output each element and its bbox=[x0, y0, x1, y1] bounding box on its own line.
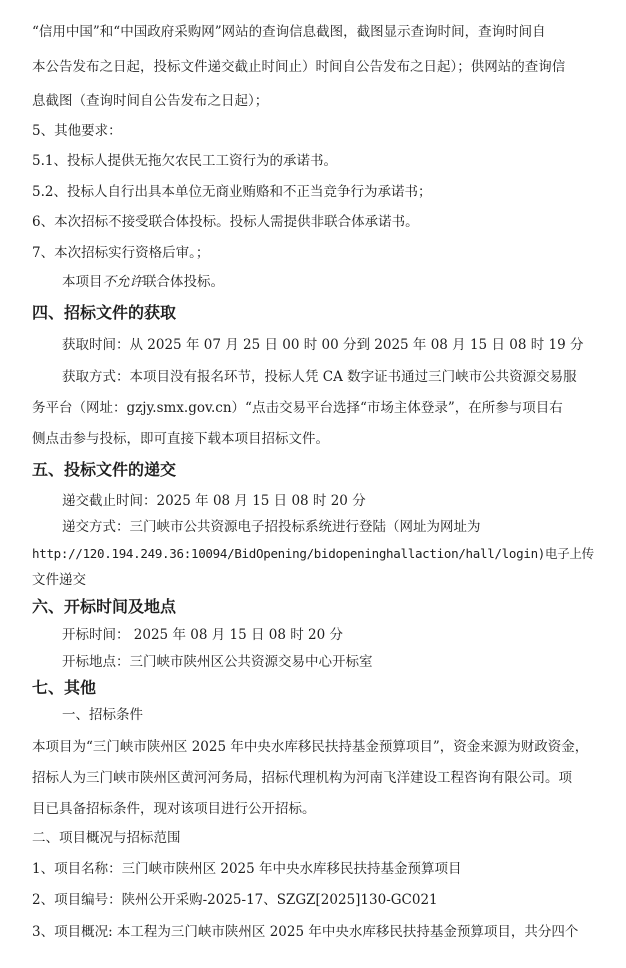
text-line: 务平台（网址：gzjy.smx.gov.cn）“点击交易平台选择“市场主体登录”，在所参与项目右 bbox=[32, 400, 563, 416]
text-line: 5.1、投标人提供无拖欠农民工工资行为的承诺书。 bbox=[32, 153, 337, 169]
section-heading-6: 六、开标时间及地点 bbox=[32, 597, 177, 616]
text-line: 目已具备招标条件，现对该项目进行公开招标。 bbox=[32, 801, 316, 817]
subheading: 二、项目概况与招标范围 bbox=[32, 830, 181, 846]
section-heading-5: 五、投标文件的递交 bbox=[32, 460, 177, 479]
text-line: 递交方式：三门峡市公共资源电子招投标系统进行登陆（网址为网址为 bbox=[62, 519, 481, 535]
text-line: 5、其他要求： bbox=[32, 123, 122, 139]
text-line: 侧点击参与投标，即可直接下载本项目招标文件。 bbox=[32, 431, 329, 447]
text-line: 息截图（查询时间自公告发布之日起）； bbox=[32, 93, 269, 109]
text-fragment: 联合体投标。 bbox=[143, 274, 224, 290]
text-line: 7、本次招标实行资格后审。； bbox=[32, 245, 210, 261]
text-line: 文件递交 bbox=[32, 572, 86, 588]
text-line: 6、本次招标不接受联合体投标。投标人需提供非联合体承诺书。 bbox=[32, 214, 419, 230]
text-line: 递交截止时间：2025 年 08 月 15 日 08 时 20 分 bbox=[62, 493, 366, 509]
text-fragment: 本项目 bbox=[62, 274, 103, 290]
text-line: “信用中国”和“中国政府采购网”网站的查询信息截图，截图显示查询时间，查询时间自 bbox=[32, 24, 546, 40]
text-line bbox=[62, 272, 612, 292]
text-line: 招标人为三门峡市陕州区黄河河务局，招标代理机构为河南飞洋建设工程咨询有限公司。项 bbox=[32, 770, 572, 786]
text-line: 获取时间：从 2025 年 07 月 25 日 00 时 00 分到 2025 年 08 月 15 日 08 时 19 分 bbox=[62, 337, 584, 353]
emphasis-text: 不允许 bbox=[102, 274, 143, 290]
url-line: http://120.194.249.36:10094/BidOpening/bidopeninghallaction/hall/login)电子上传 bbox=[32, 546, 594, 561]
text-line: 本项目为“三门峡市陕州区 2025 年中央水库移民扶持基金预算项目”，资金来源为财政资金， bbox=[32, 739, 589, 755]
section-heading-4: 四、招标文件的获取 bbox=[32, 303, 177, 322]
text-line: 开标地点：三门峡市陕州区公共资源交易中心开标室 bbox=[62, 654, 373, 670]
list-item: 1、项目名称：三门峡市陕州区 2025 年中央水库移民扶持基金预算项目 bbox=[32, 861, 462, 877]
section-heading-7: 七、其他 bbox=[32, 678, 97, 697]
text-line: 本公告发布之日起，投标文件递交截止时间止）时间自公告发布之日起）；供网站的查询信 bbox=[32, 59, 566, 75]
text-line: 获取方式：本项目没有报名环节，投标人凭 CA 数字证书通过三门峡市公共资源交易服 bbox=[62, 369, 577, 385]
subheading: 一、招标条件 bbox=[62, 707, 143, 723]
text-line: 开标时间： 2025 年 08 月 15 日 08 时 20 分 bbox=[62, 627, 343, 643]
list-item: 2、项目编号：陕州公开采购-2025-17、SZGZ[2025]130-GC021 bbox=[32, 892, 438, 908]
text-line: 5.2、投标人自行出具本单位无商业贿赂和不正当竞争行为承诺书； bbox=[32, 184, 432, 200]
list-item: 3、项目概况: 本工程为三门峡市陕州区 2025 年中央水库移民扶持基金预算项目，共分四个 bbox=[32, 924, 579, 940]
